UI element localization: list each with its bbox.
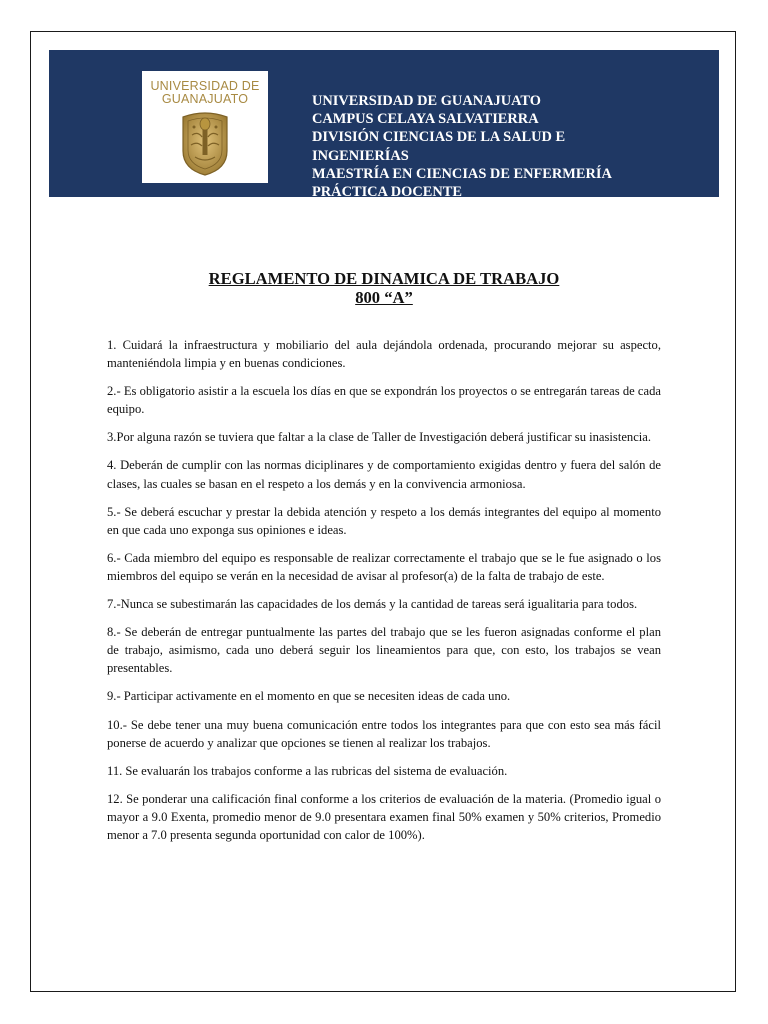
rule-paragraph: 11. Se evaluarán los trabajos conforme a las rubricas del sistema de evaluación. xyxy=(107,763,508,778)
logo-line-1: UNIVERSIDAD DE xyxy=(150,79,260,93)
rules-list xyxy=(107,336,661,854)
rule-paragraph: 6.- Cada miembro del equipo es responsable de realizar correctamente el trabajo que se le fue asignado o los miembros del equipo se verán en la necesidad de avisar al profesor(a) de la falta de trabajo de este. xyxy=(107,550,661,583)
logo-line-2: GUANAJUATO xyxy=(161,92,249,106)
rule-paragraph: 4. Deberán de cumplir con las normas diciplinares y de comportamiento exigidas dentro y fuera del salón de clases, las cuales se basan en el respeto a los demás y en la convivencia armoniosa. xyxy=(107,458,661,491)
header-banner xyxy=(49,50,719,197)
rule-paragraph: 7.-Nunca se subestimarán las capacidades de los demás y la cantidad de tareas será igualitaria para todos. xyxy=(107,597,638,612)
rule-paragraph: 3.Por alguna razón se tuviera que faltar a la clase de Taller de Investigación deberá justificar su inasistencia. xyxy=(107,430,652,445)
university-logo xyxy=(142,71,268,183)
institution-lines xyxy=(312,92,712,197)
institution-line-2: CAMPUS CELAYA SALVATIERRA xyxy=(312,111,539,128)
title-line-2: 800 “A” xyxy=(355,288,413,307)
rule-paragraph: 2.- Es obligatorio asistir a la escuela los días en que se expondrán los proyectos o se entregarán tareas de cada equipo. xyxy=(107,384,661,417)
rule-paragraph: 10.- Se debe tener una muy buena comunicación entre todos los integrantes para que con esto sea más fácil ponerse de acuerdo y analizar que opciones se tienen al realizar los trabajos. xyxy=(107,717,661,750)
institution-line-5: PRÁCTICA DOCENTE xyxy=(312,184,462,197)
institution-line-3: DIVISIÓN CIENCIAS DE LA SALUD E INGENIERÍAS xyxy=(312,129,566,164)
university-seal-icon xyxy=(177,111,233,177)
document-title xyxy=(31,269,737,307)
institution-line-4: MAESTRÍA EN CIENCIAS DE ENFERMERÍA xyxy=(312,165,612,182)
institution-line-1: UNIVERSIDAD DE GUANAJUATO xyxy=(312,93,541,109)
rule-paragraph: 8.- Se deberán de entregar puntualmente las partes del trabajo que se les fueron asignadas conforme el plan de trabajo, asimismo, cada uno deberá seguir los lineamientos para que, con esto, los trabajos se vean presentables. xyxy=(107,625,661,676)
title-line-1: REGLAMENTO DE DINAMICA DE TRABAJO xyxy=(208,269,560,288)
rule-paragraph: 12. Se ponderar una calificación final conforme a los criterios de evaluación de la materia. (Promedio igual o mayor a 9.0 Exenta, promedio menor de 9.0 presentara examen final 50% examen y 50% criterios, Promedio menor a 7.0 presenta segunda oportunidad con calor de 100%). xyxy=(107,791,661,842)
rule-paragraph: 5.- Se deberá escuchar y prestar la debida atención y respeto a los demás integrantes del equipo al momento en que cada uno exponga sus opiniones e ideas. xyxy=(107,504,661,537)
rule-paragraph: 9.- Participar activamente en el momento en que se necesiten ideas de cada uno. xyxy=(107,689,511,704)
rule-paragraph: 1. Cuidará la infraestructura y mobiliario del aula dejándola ordenada, procurando mejorar su aspecto, manteniéndola limpia y en buenas condiciones. xyxy=(107,338,661,371)
document-page xyxy=(30,31,736,992)
